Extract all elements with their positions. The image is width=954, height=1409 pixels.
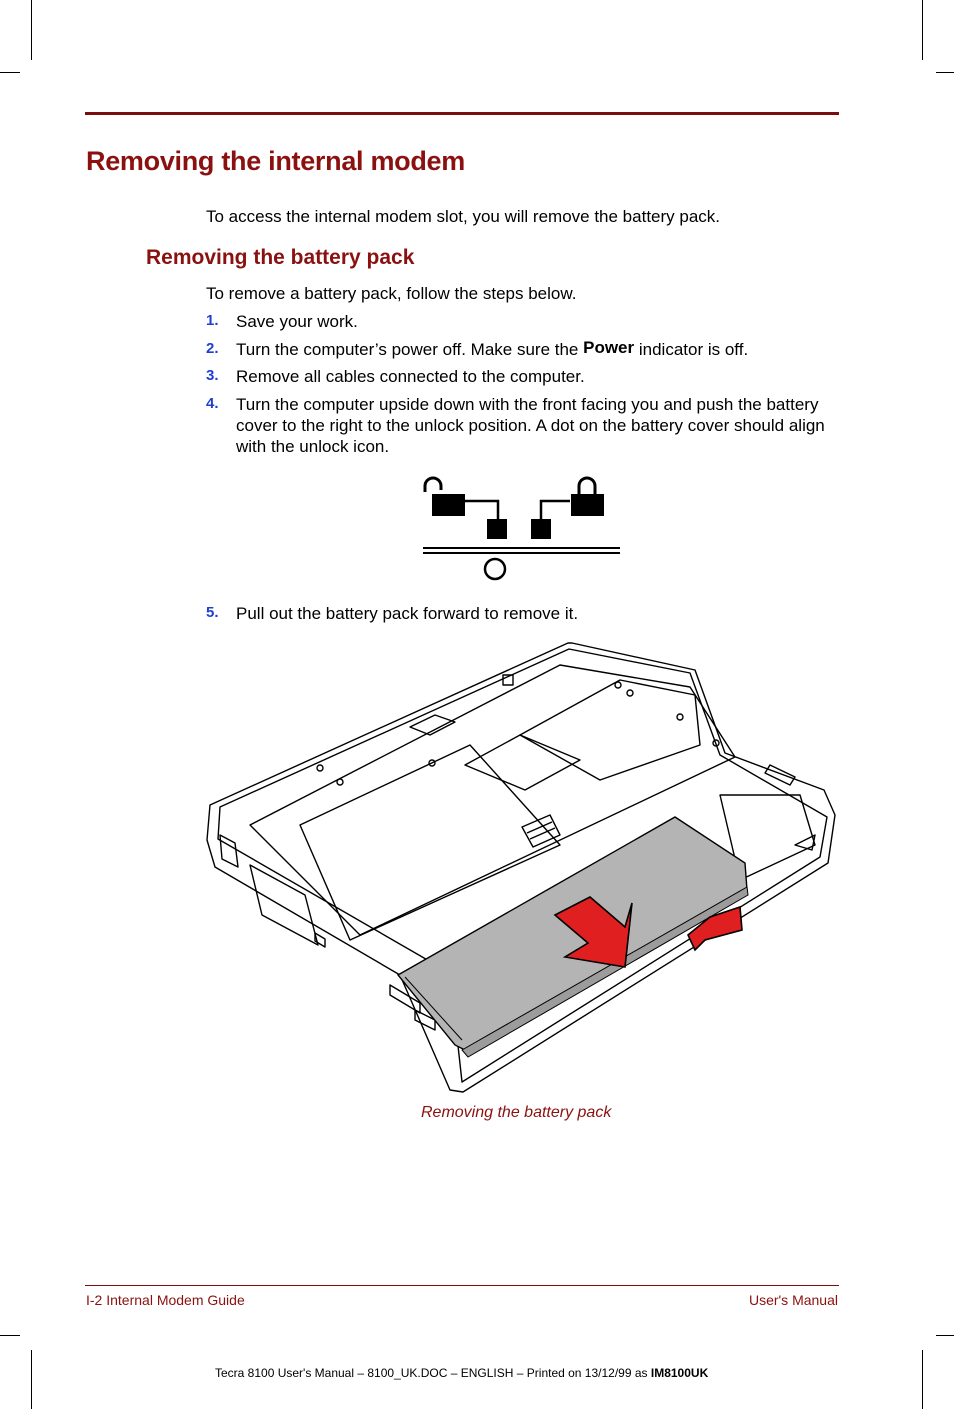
print-line	[215, 1366, 708, 1380]
crop-mark	[0, 72, 20, 73]
lock-unlock-icon	[420, 474, 625, 584]
step-text: Remove all cables connected to the computer.	[236, 367, 585, 386]
step-text: Pull out the battery pack forward to remove it.	[236, 604, 579, 623]
print-line-text: Tecra 8100 User's Manual – 8100_UK.DOC – ENGLISH – Printed on 13/12/99 as	[215, 1366, 648, 1380]
power-label: Power	[583, 338, 635, 357]
intro-paragraph: To access the internal modem slot, you will remove the battery pack.	[206, 207, 721, 226]
crop-mark	[922, 1350, 923, 1409]
step-text: Save your work.	[236, 312, 358, 331]
figure-caption: Removing the battery pack	[421, 1104, 612, 1121]
footer-left: I-2 Internal Modem Guide	[86, 1292, 245, 1308]
step-number: 4.	[206, 395, 219, 412]
crop-mark	[0, 1335, 20, 1336]
header-rule	[85, 112, 839, 115]
step-number: 1.	[206, 312, 219, 329]
print-code: IM8100UK	[650, 1366, 709, 1380]
crop-mark	[31, 0, 32, 60]
laptop-illustration	[200, 635, 845, 1095]
crop-mark	[936, 72, 954, 73]
step-number: 3.	[206, 367, 219, 384]
step-text: Turn the computer upside down with the front facing you and push the battery cover to the right to the unlock position. A dot on the battery cover should align with the unlock icon.	[236, 395, 825, 456]
crop-mark	[922, 0, 923, 60]
step-text-after: indicator is off.	[638, 340, 749, 359]
step-number: 2.	[206, 340, 219, 357]
crop-mark	[31, 1350, 32, 1409]
step-number: 5.	[206, 604, 219, 621]
footer-right: User's Manual	[748, 1292, 838, 1308]
steps-intro: To remove a battery pack, follow the steps below.	[206, 284, 577, 303]
step-text	[236, 339, 841, 360]
section-heading: Removing the battery pack	[146, 246, 415, 269]
footer-rule	[85, 1285, 839, 1286]
step-text-before: Turn the computer’s power off. Make sure the	[236, 340, 579, 359]
crop-mark	[936, 1335, 954, 1336]
page-title: Removing the internal modem	[86, 146, 465, 176]
